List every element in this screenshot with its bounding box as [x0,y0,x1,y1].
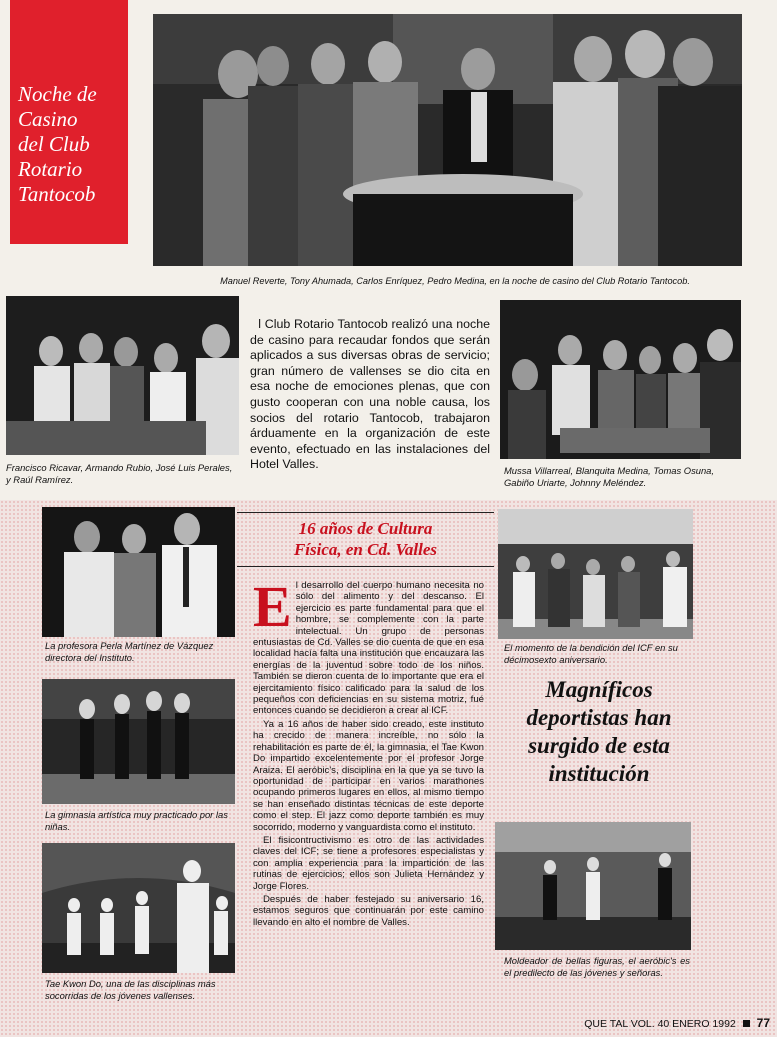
taekwondo-photo [42,843,235,973]
main-photo-caption: Manuel Reverte, Tony Ahumada, Carlos Enríquez, Pedro Medina, en la noche de casino del Club Rotario Tantocob. [220,276,690,286]
top-story-body [250,317,490,473]
top-body-text: l Club Rotario Tantocob realizó una noche de casino para recaudar fondos que serán aplicados a sus diversas obras de servicio; gran número de vallenses se dio cita en esa noche de emociones plenas, que con gusto cooperan con una noble causa, los socios del rotario Tantocob, trabajaron árduamente en la organización de este evento, efectuado en las instalaciones del Hotel Valles. [250,317,490,472]
aerobics-caption: Moldeador de bellas figuras, el aeróbic's es el predilecto de las jóvenes y señoras. [504,955,690,978]
body-paragraph: Ya a 16 años de haber sido creado, este instituto ha crecido de manera increíble, no sólo la rehabilitación es parte de él, la gimnasia, el Tae Kwon Do impartido excelentemente por el profesor Jorge Araiza. El aeróbic's, disciplina en la que ya se tuvo la oportunidad de participar en varios marathones ocupando primeros lugares en ellos, al mismo tiempo se han enseñado distintas técnicas de este deporte como el step. El jazz como deporte también es muy socorrido, moderno y vanguardista como el instituto. [253,718,484,833]
magazine-issue: QUE TAL VOL. 40 ENERO 1992 [584,1018,736,1030]
body-paragraph: l desarrollo del cuerpo humano necesita no sólo del alimento y del descanso. El ejercicio es parte fundamental para que el hombre, se complemente con la parte intelectual. Un grupo de personas entusiastas de Cd. Valles se dio cuenta de que en esa localidad hacía falta una institución que encauzara las energías de la juventud sobre todo de los niños. También se dieron cuenta de lo importante que era el ejercitamiento físico calificado para la salud de los pequeños con deficiencias en su sistema motriz, fué entonces cuando se decidieron a crear al ICF. [253,580,484,717]
left-photo-caption: Francisco Ricavar, Armando Rubio, José Luis Perales, y Raúl Ramírez. [6,462,233,485]
aerobics-photo [495,822,691,950]
guests-right-photo [500,300,741,459]
title-line: Tantocob [18,182,96,206]
title-line: 16 años de Cultura [298,519,433,538]
gymnastics-caption: La gimnasia artística muy practicado por las niñas. [45,809,228,832]
drop-cap: E [253,574,292,639]
page-number: 77 [756,1016,770,1030]
director-caption: La profesora Perla Martínez de Vázquez directora del Instituto. [45,640,214,663]
title-line: Rotario [18,157,83,181]
second-story-title [237,518,494,560]
heading-rule-top [237,512,494,513]
casino-group-photo [153,14,742,266]
page-footer [560,1016,770,1030]
body-paragraph: Después de haber festejado su aniversario 16, estamos seguros que continuarán por este camino llevando en alto el nombre de Valles. [253,893,484,928]
second-story-body [253,574,484,930]
blessing-photo [498,509,693,639]
heading-rule-bottom [237,566,494,567]
top-story-title [18,82,128,207]
blessing-caption: El momento de la bendición del ICF en su décimosexto aniversario. [504,642,678,665]
right-photo-caption: Mussa Villarreal, Blanquita Medina, Tomas Osuna, Gabiño Uriarte, Johnny Meléndez. [504,465,715,488]
title-line: del Club [18,132,90,156]
title-line: Noche de [18,82,97,106]
director-photo [42,507,235,637]
gymnastics-photo [42,679,235,804]
pull-quote: Magníficos deportistas han surgido de esta institución [526,677,672,786]
top-body-initial: E [250,317,259,331]
body-paragraph: El fisicontructivismo es otro de las actividades claves del ICF; se tiene a profesores especialistas y con amplia experiencia para la impartición de las rutinas de ejercicios; ellos son Julieta Hernández y Jorge Flores. [253,834,484,892]
guests-left-photo [6,296,239,455]
footer-square-icon [743,1020,750,1027]
title-line: Física, en Cd. Valles [293,540,438,559]
taekwondo-caption: Tae Kwon Do, una de las disciplinas más socorridas de los jóvenes vallenses. [45,978,216,1001]
title-line: Casino [18,107,78,131]
